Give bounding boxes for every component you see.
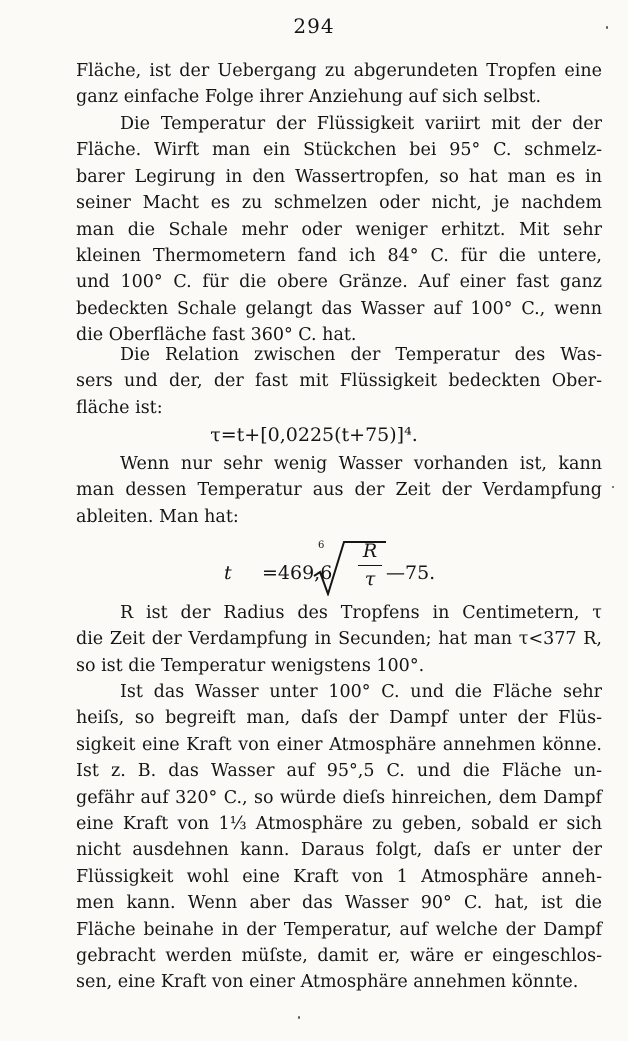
text-line: sers und der, der fast mit Flüssigkeit bedeckten Ober-	[76, 371, 602, 392]
text-line: Die Temperatur der Flüssigkeit variirt mit der der	[120, 114, 602, 134]
formula-evaporation-temperature	[224, 538, 484, 598]
text-line: so ist die Temperatur wenigstens 100°.	[76, 655, 425, 676]
root-index: 6	[318, 540, 325, 551]
text-line: kleinen Thermometern fand ich 84° C. für die untere,	[76, 245, 602, 266]
text-line: eine Kraft von 1⅓ Atmosphäre zu geben, sobald er sich	[76, 813, 602, 834]
formula-temperature-relation: τ=t+[0,0225(t+75)]⁴.	[210, 424, 418, 446]
paragraph-5	[76, 600, 602, 679]
formula-fraction	[358, 540, 382, 590]
formula-coefficient: =469,6	[262, 562, 333, 584]
text-line: man dessen Temperatur aus der Zeit der Verdampfung	[76, 480, 602, 501]
formula-tail: —75.	[386, 562, 436, 584]
fraction-numerator: R	[362, 540, 378, 562]
text-line: Ist z. B. das Wasser auf 95°,5 C. und die Fläche un-	[76, 761, 602, 782]
text-line: Fläche, ist der Uebergang zu abgerundeten Tropfen eine	[76, 61, 602, 81]
fraction-bar	[358, 565, 382, 566]
paragraph-1	[76, 58, 602, 111]
text-line: Fläche beinahe in der Temperatur, auf welche der Dampf	[76, 919, 602, 940]
paragraph-2	[76, 111, 602, 349]
text-line: Flüssigkeit wohl eine Kraft von 1 Atmosphäre anneh-	[76, 866, 602, 887]
page-number: 294	[293, 14, 335, 38]
text-line: ganz einfache Folge ihrer Anziehung auf sich selbst.	[76, 87, 542, 108]
text-line: Die Relation zwischen der Temperatur des Was-	[120, 345, 602, 365]
text-line: gebracht werden müſste, damit er, wäre er eingeschlos-	[76, 945, 602, 966]
text-line: sigkeit eine Kraft von einer Atmosphäre annehmen könne.	[76, 734, 602, 755]
text-line: men kann. Wenn aber das Wasser 90° C. hat, ist die	[76, 893, 602, 914]
text-line: Ist das Wasser unter 100° C. und die Fläche sehr	[120, 682, 602, 702]
formula-variable: t	[224, 562, 232, 584]
scan-speck	[612, 486, 614, 488]
text-line: heiſs, so begreift man, daſs der Dampf unter der Flüs-	[76, 708, 602, 729]
text-line: gefähr auf 320° C., so würde dieſs hinreichen, dem Dampf	[76, 787, 602, 808]
paragraph-3	[76, 342, 602, 421]
scan-speck	[606, 26, 608, 29]
text-line: seiner Macht es zu schmelzen oder nicht, je nachdem	[76, 193, 602, 214]
text-line: nicht ausdehnen kann. Daraus folgt, daſs er unter der	[76, 840, 602, 861]
text-line: fläche ist:	[76, 397, 163, 418]
text-line: bedeckten Schale gelangt das Wasser auf 100° C., wenn	[76, 298, 602, 319]
scan-speck	[298, 1016, 300, 1019]
paragraph-4	[76, 451, 602, 530]
paragraph-6	[76, 679, 602, 996]
text-line: die Zeit der Verdampfung in Secunden; hat man τ<377 R,	[76, 629, 602, 650]
text-line: ableiten. Man hat:	[76, 506, 239, 527]
text-line: barer Legirung in den Wassertropfen, so hat man es in	[76, 166, 602, 187]
text-line: Wenn nur sehr wenig Wasser vorhanden ist, kann	[120, 454, 602, 474]
text-line: man die Schale mehr oder weniger erhitzt. Mit sehr	[76, 219, 602, 240]
text-line: die Oberfläche fast 360° C. hat.	[76, 325, 357, 346]
text-line: Fläche. Wirft man ein Stückchen bei 95° C. schmelz-	[76, 140, 602, 161]
text-line: sen, eine Kraft von einer Atmosphäre annehmen könnte.	[76, 972, 579, 993]
fraction-denominator: τ	[364, 568, 376, 590]
text-line: und 100° C. für die obere Gränze. Auf einer fast ganz	[76, 272, 602, 293]
text-line: R ist der Radius des Tropfens in Centimetern, τ	[120, 603, 602, 623]
